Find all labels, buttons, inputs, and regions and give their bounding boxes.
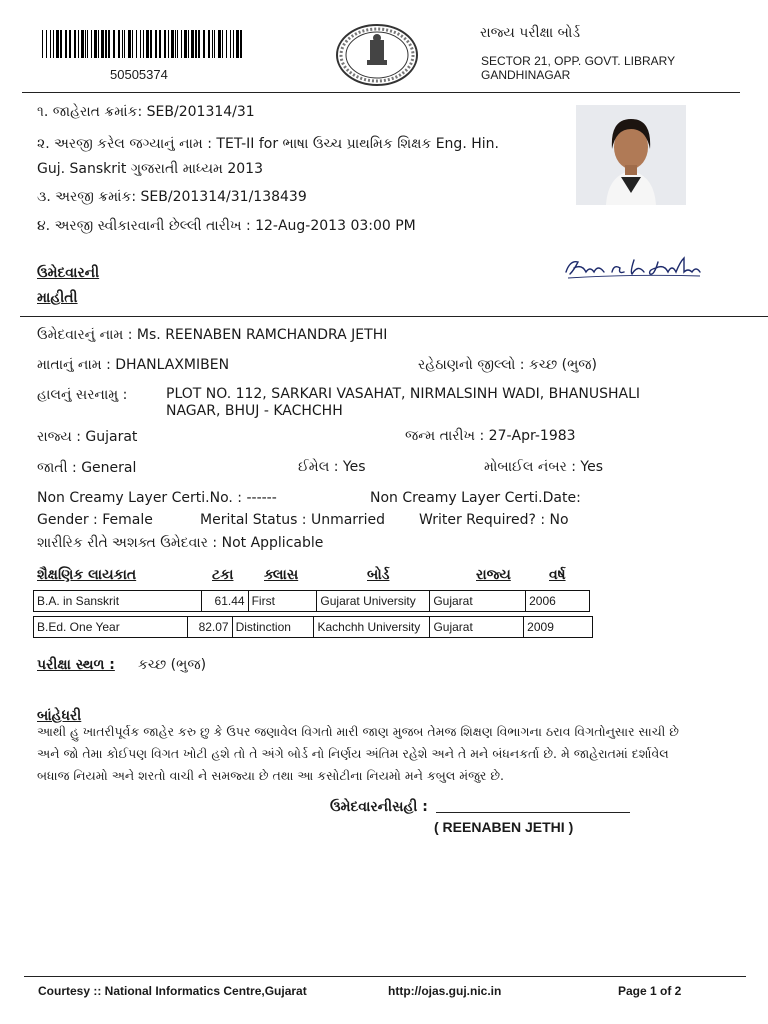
post-name: ૨. અરજી કરેલ જગ્યાનું નામ : TET-II for ભાષા ઉચ્ચ પ્રાથમિક શિક્ષક Eng. Hin. [37,136,499,152]
barcode-bar [212,30,213,58]
barcode-bar [226,30,227,58]
post-name-cont: Guj. Sanskrit ગુજરાતી માધ્યમ 2013 [37,161,263,177]
writer-required: Writer Required? : No [419,512,569,528]
barcode-bar [132,30,133,58]
barcode-bar [128,30,131,58]
divider [22,92,740,93]
exam-center-value: કચ્છ (ભુજ) [138,657,207,673]
disability-status: શારીરિક રીતે અશક્ત ઉમેદવાર : Not Applicable [37,535,324,551]
barcode-bar [214,30,215,58]
barcode-bar [87,30,88,58]
mobile-status: મોબાઈલ નંબર : Yes [484,459,604,475]
percentage-header: ટકા [212,567,234,583]
barcode-bar [140,30,141,58]
barcode-bar [208,30,210,58]
barcode-bar [159,30,161,58]
barcode-bar [181,30,182,58]
barcode-bar [188,30,189,58]
qualification-table-row-2 [33,616,593,638]
table-cell: B.Ed. One Year [34,617,188,638]
table-cell: Gujarat [430,591,526,612]
ncl-cert-date: Non Creamy Layer Certi.Date: [370,490,581,506]
district: રહેઠાણનો જીલ્લો : કચ્છ (ભુજ) [418,357,597,373]
advertisement-number: ૧. જાહેરાત ક્રમાંક: SEB/201314/31 [37,104,255,120]
declaration-line-3: બધાજ નિયમો અને શરતો વાચી ને સમજ્યા છે તથા આ કસોટીના નિયમો મને કબુલ મંજુર છે. [37,768,504,783]
barcode-bar [175,30,176,58]
signature-line [436,812,630,813]
signature-image [560,250,710,286]
barcode-bar [101,30,104,58]
table-cell: 82.07 [187,617,232,638]
declaration-line-1: આથી હુ ખાતરીપૂર્વક જાહેર કરુ છુ કે ઉપર જણાવેલ વિગતો મારી જાણ મુજબ તેમજ શિક્ષણ વિભાગના ઠરાવ વિગતોનુસાર સાચી છે [37,724,679,739]
barcode-bar [164,30,166,58]
candidate-photo [576,105,686,205]
barcode-bar [69,30,71,58]
footer-divider [24,976,746,977]
board-name: રાજ્ય પરીક્ષા બોર્ડ [480,25,581,41]
footer-courtesy: Courtesy :: National Informatics Centre,Gujarat [38,984,307,998]
table-row [34,617,593,638]
table-cell: 2009 [524,617,593,638]
table-cell: First [248,591,317,612]
candidate-signature-name: ( REENABEN JETHI ) [434,819,574,835]
barcode-bar [136,30,137,58]
address-line-2: NAGAR, BHUJ - KACHCHH [166,403,343,419]
board-header: બોર્ડ [367,567,390,583]
barcode-bar [122,30,123,58]
table-cell: Distinction [232,617,314,638]
barcode-bar [222,30,223,58]
mother-name: માતાનું નામ : DHANLAXMIBEN [37,357,230,373]
last-date: ૪. અરજી સ્વીકારવાની છેલ્લી તારીખ : 12-Aug-2013 03:00 PM [37,218,416,234]
barcode-bar [46,30,47,58]
barcode-bar [233,30,234,58]
barcode-bar [81,30,84,58]
gender: Gender : Female [37,512,153,528]
table-cell: 61.44 [201,591,248,612]
barcode-bar [184,30,187,58]
table-row [34,591,590,612]
table-cell: Kachchh University [314,617,430,638]
footer-page-number: Page 1 of 2 [618,984,682,998]
barcode-bar [85,30,86,58]
qualification-header: શૈક્ષણિક લાયકાત [37,567,137,583]
declaration-line-2: અને જો તેમા કોઈપણ વિગત ખોટી હશે તો તે અંગે બોર્ડ નો નિર્ણય અંતિમ રહેશે અને તે મને બંધનકર્તા છે. મે જાહેરાતમાં દર્શાવેલ [37,746,669,761]
section-divider [20,316,768,317]
barcode-bar [168,30,169,58]
barcode-bar [74,30,76,58]
table-cell: 2006 [526,591,590,612]
barcode-bar [198,30,200,58]
declaration-heading: બાંહેધરી [37,708,82,724]
barcode-bar [177,30,178,58]
barcode-bar [236,30,239,58]
barcode-bar [118,30,120,58]
board-address-line2: GANDHINAGAR [481,68,571,82]
barcode-bar [195,30,197,58]
barcode-bar [150,30,152,58]
barcode-number: 50505374 [110,67,168,82]
state: રાજ્ય : Gujarat [37,429,138,445]
barcode [42,30,256,58]
date-of-birth: જન્મ તારીખ : 27-Apr-1983 [405,428,576,444]
barcode-bar [143,30,144,58]
barcode-bar [240,30,242,58]
table-cell: Gujarat University [317,591,430,612]
address-line-1: PLOT NO. 112, SARKARI VASAHAT, NIRMALSINH WADI, BHANUSHALI [166,386,640,402]
footer-url[interactable]: http://ojas.guj.nic.in [388,984,502,998]
marital-status: Merital Status : Unmarried [200,512,385,528]
barcode-bar [56,30,59,58]
barcode-bar [146,30,149,58]
application-number: ૩. અરજી ક્રમાંક: SEB/201314/31/138439 [37,189,307,205]
state-emblem-icon [334,22,420,88]
barcode-bar [53,30,54,58]
barcode-bar [155,30,157,58]
state-header: રાજ્ય [476,567,511,583]
barcode-bar [65,30,67,58]
year-header: વર્ષ [549,567,566,583]
table-cell: Gujarat [430,617,524,638]
ncl-cert-number: Non Creamy Layer Certi.No. : ------ [37,490,277,506]
barcode-bar [94,30,97,58]
barcode-bar [171,30,174,58]
candidate-info-heading: ઉમેદવારની [37,265,100,281]
barcode-bar [60,30,62,58]
candidate-name: ઉમેદવારનું નામ : Ms. REENABEN RAMCHANDRA JETHI [37,327,388,343]
barcode-bar [98,30,99,58]
barcode-bar [191,30,194,58]
class-header: ક્લાસ [264,567,299,583]
barcode-bar [113,30,115,58]
barcode-bar [203,30,205,58]
barcode-bar [78,30,79,58]
exam-center-label: પરીક્ષા સ્થળ : [37,657,115,673]
barcode-bar [42,30,43,58]
address-label: હાલનું સરનામુ : [37,387,128,403]
barcode-bar [105,30,107,58]
qualification-table-row-1 [33,590,590,612]
barcode-bar [230,30,231,58]
table-cell: B.A. in Sanskrit [34,591,202,612]
barcode-bar [91,30,92,58]
email-status: ઈમેલ : Yes [298,459,366,475]
barcode-bar [124,30,125,58]
board-address-line1: SECTOR 21, OPP. GOVT. LIBRARY [481,54,676,68]
barcode-bar [218,30,221,58]
caste: જાતી : General [37,460,137,476]
barcode-bar [108,30,110,58]
candidate-info-heading-2: માહીતી [37,290,78,306]
barcode-bar [50,30,51,58]
candidate-signature-label: ઉમેદવારનીસહી : [330,799,428,815]
